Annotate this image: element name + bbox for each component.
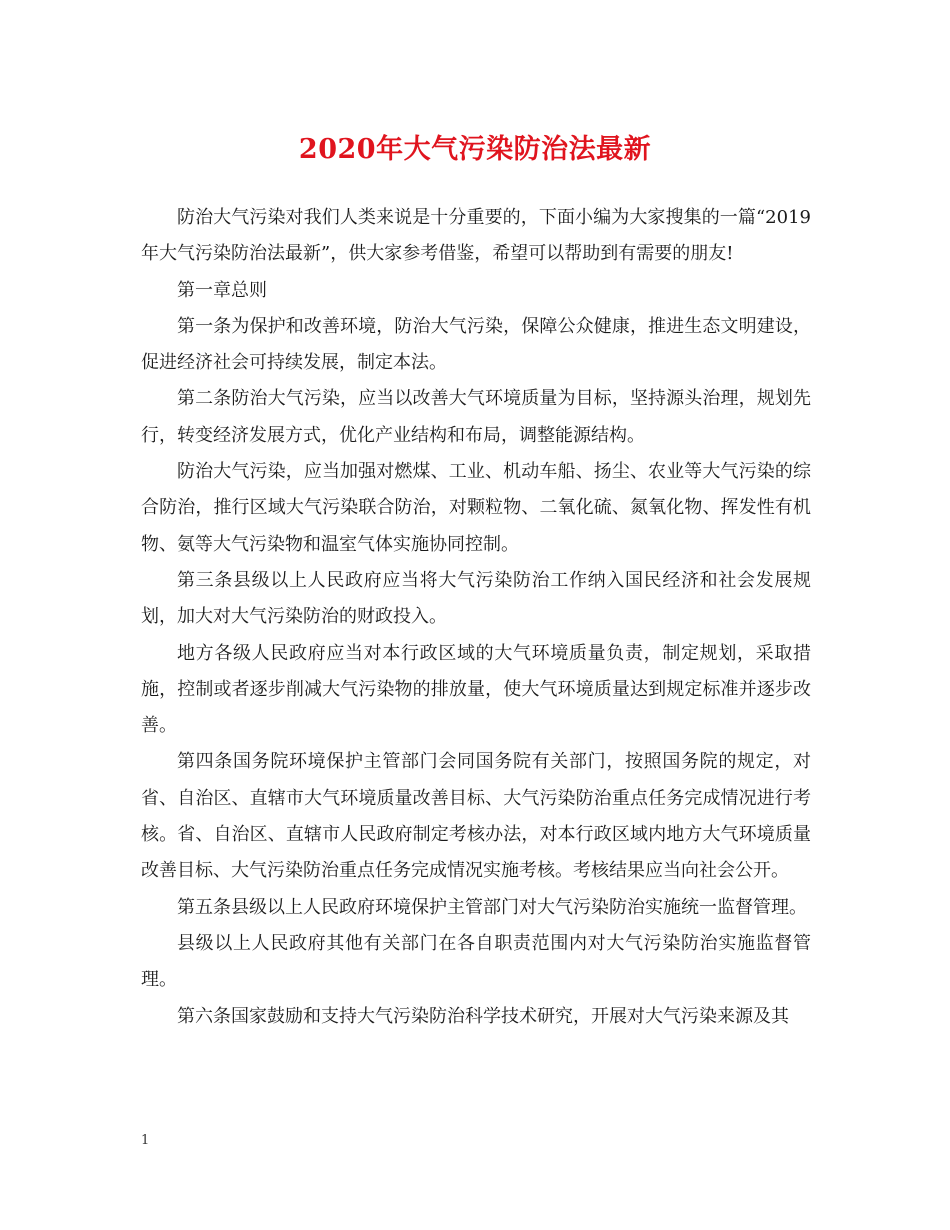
paragraph-article-3: 第三条县级以上人民政府应当将大气污染防治工作纳入国民经济和社会发展规划，加大对大气污染防治的财政投入。 xyxy=(141,569,811,628)
paragraph-article-4: 第四条国务院环境保护主管部门会同国务院有关部门，按照国务院的规定，对省、自治区、直辖市大气环境质量改善目标、大气污染防治重点任务完成情况进行考核。省、自治区、直辖市人民政府制定考核办法，对本行政区域内地方大气环境质量改善目标、大气污染防治重点任务完成情况实施考核。考核结果应当向社会公开。 xyxy=(141,751,811,882)
document-title: 2020年大气污染防治法最新 xyxy=(298,134,652,165)
paragraph-article-1: 第一条为保护和改善环境，防治大气污染，保障公众健康，推进生态文明建设，促进经济社会可持续发展，制定本法。 xyxy=(141,315,811,374)
paragraph-article-5: 第五条县级以上人民政府环境保护主管部门对大气污染防治实施统一监督管理。 xyxy=(177,896,807,918)
paragraph-article-5-detail: 县级以上人民政府其他有关部门在各自职责范围内对大气污染防治实施监督管理。 xyxy=(141,932,811,991)
paragraph-article-2-detail: 防治大气污染，应当加强对燃煤、工业、机动车船、扬尘、农业等大气污染的综合防治，推行区域大气污染联合防治，对颗粒物、二氧化硫、氮氧化物、挥发性有机物、氨等大气污染物和温室气体实施协同控制。 xyxy=(141,461,811,555)
page-number: 1 xyxy=(141,1133,150,1148)
chapter-heading: 第一章总则 xyxy=(177,279,267,301)
paragraph-article-2: 第二条防治大气污染，应当以改善大气环境质量为目标，坚持源头治理，规划先行，转变经济发展方式，优化产业结构和布局，调整能源结构。 xyxy=(141,388,811,446)
paragraph-article-3-detail: 地方各级人民政府应当对本行政区域的大气环境质量负责，制定规划，采取措施，控制或者逐步削减大气污染物的排放量，使大气环境质量达到规定标准并逐步改善。 xyxy=(141,642,811,737)
document-body xyxy=(141,200,811,1035)
paragraph-article-6: 第六条国家鼓励和支持大气污染防治科学技术研究，开展对大气污染来源及其 xyxy=(177,1005,789,1027)
paragraph-intro: 防治大气污染对我们人类来说是十分重要的，下面小编为大家搜集的一篇“2019年大气污染防治法最新”，供大家参考借鉴，希望可以帮助到有需要的朋友! xyxy=(141,207,811,265)
